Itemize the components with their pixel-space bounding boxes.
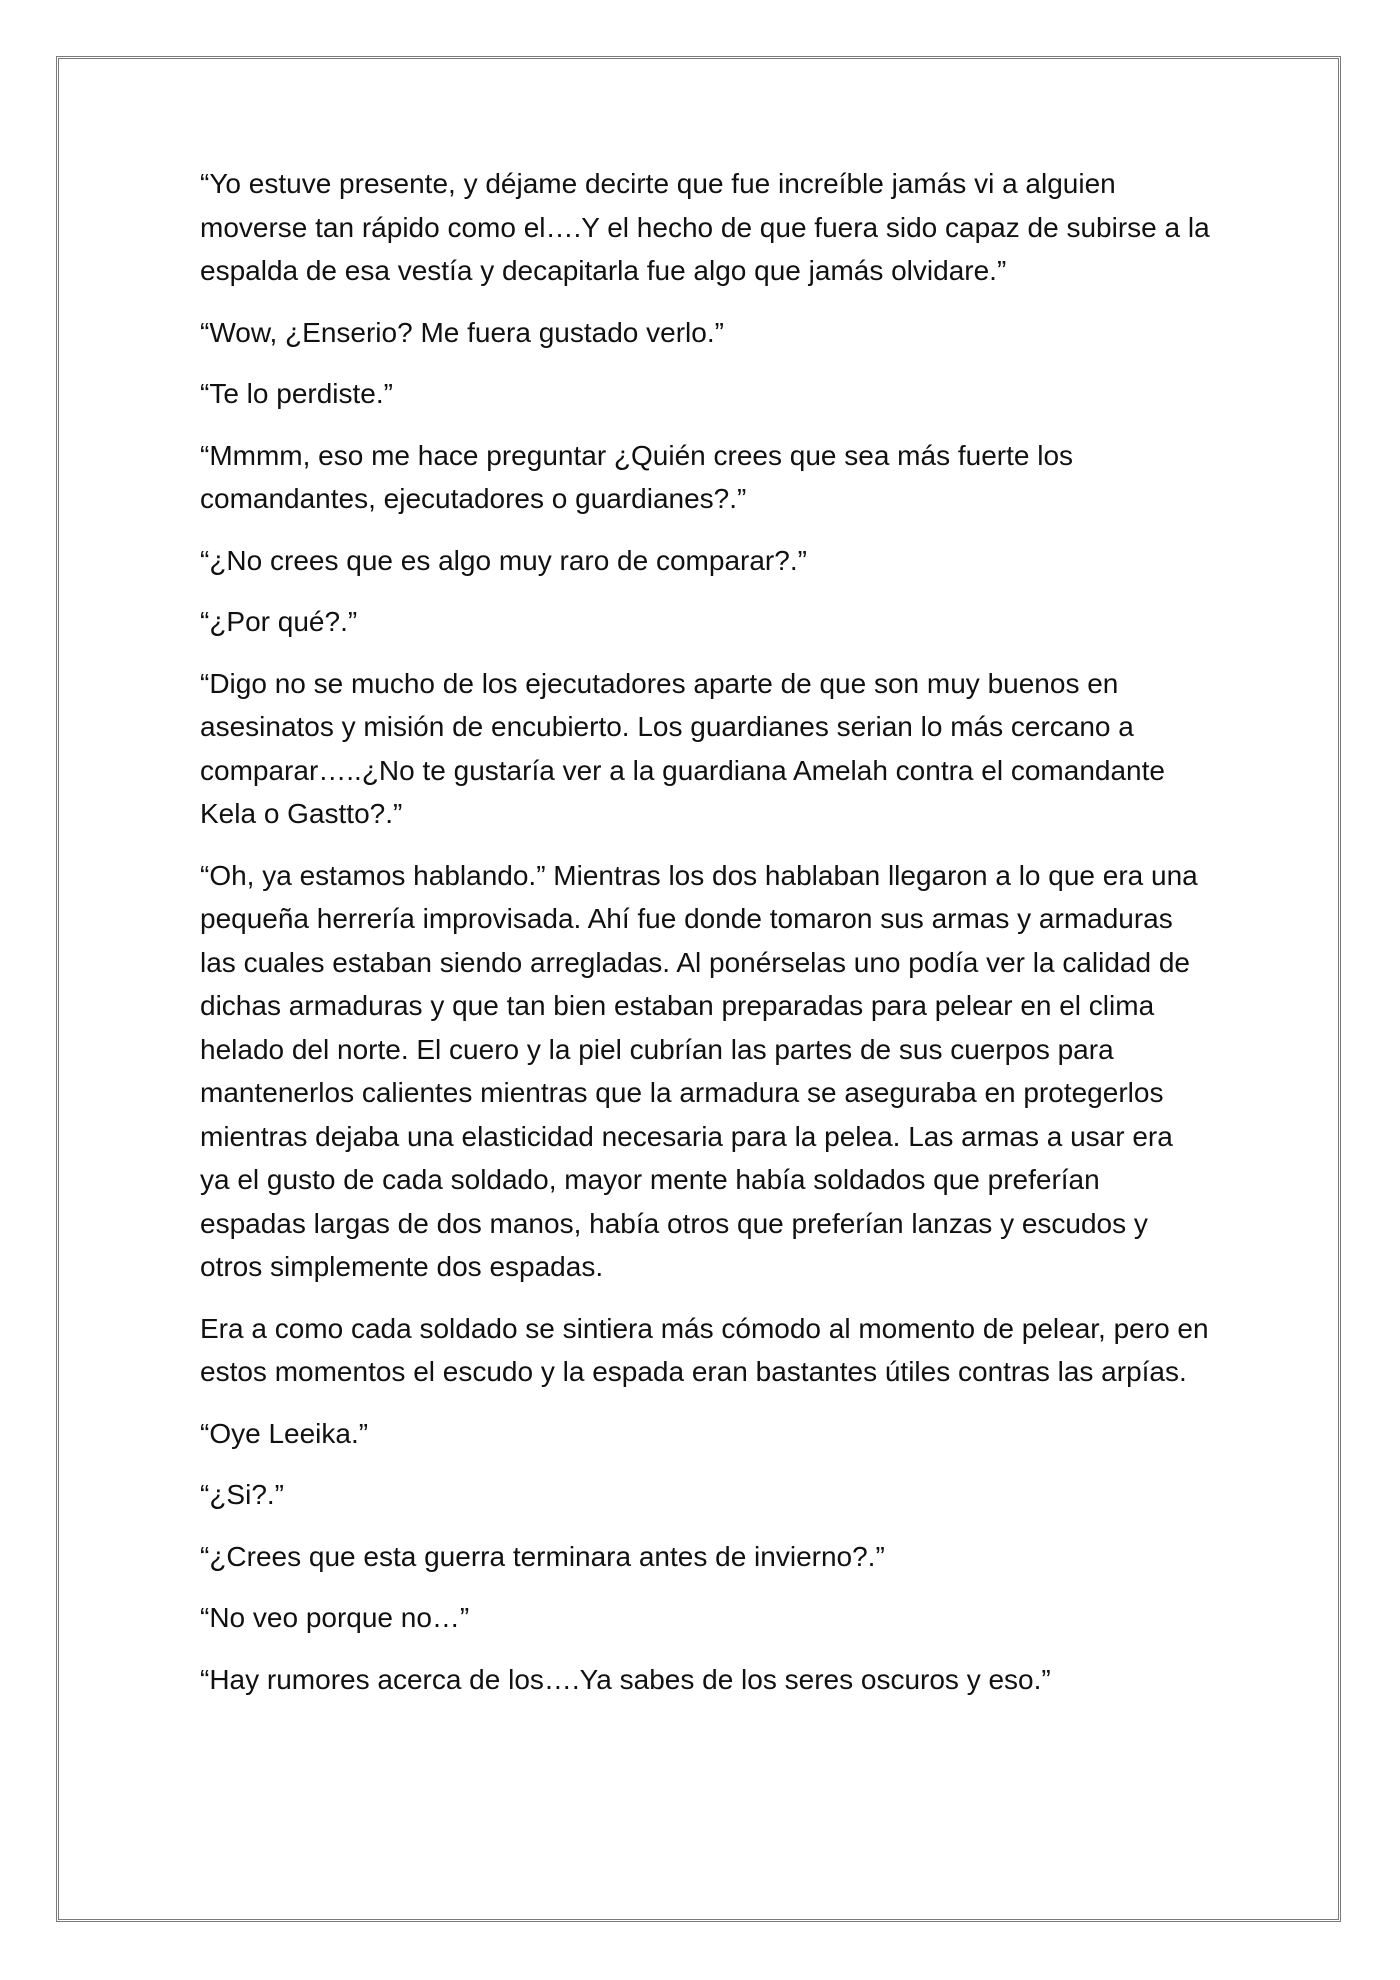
document-body — [200, 162, 1210, 1719]
paragraph-13: “No veo porque no…” — [200, 1602, 470, 1633]
paragraph-14: “Hay rumores acerca de los….Ya sabes de los seres oscuros y eso.” — [200, 1663, 1051, 1695]
paragraph-10: “Oye Leeika.” — [200, 1417, 369, 1449]
paragraph-1: “Yo estuve presente, y déjame decirte que fue increíble jamás vi a alguien moverse tan rápido como el….Y el hecho de que fuera sido capaz de subirse a la espalda de esa vestía y decapitarla fue algo que jamás olvidare.” — [200, 168, 1210, 286]
paragraph-2: “Wow, ¿Enserio? Me fuera gustado verlo.” — [200, 316, 724, 348]
paragraph-9: Era a como cada soldado se sintiera más cómodo al momento de pelear, pero en estos momentos el escudo y la espada eran bastantes útiles contras las arpías. — [200, 1312, 1209, 1387]
paragraph-6: “¿Por qué?.” — [200, 606, 358, 637]
paragraph-3: “Te lo perdiste.” — [200, 378, 393, 409]
paragraph-11: “¿Si?.” — [200, 1479, 284, 1510]
paragraph-7: “Digo no se mucho de los ejecutadores aparte de que son muy buenos en asesinatos y misión de encubierto. Los guardianes serian lo más cercano a comparar…..¿No te gustaría ver a la guardiana Amelah contra el comandante Kela o Gastto?.” — [200, 667, 1165, 829]
paragraph-8: “Oh, ya estamos hablando.” Mientras los dos hablaban llegaron a lo que era una pequeña herrería improvisada. Ahí fue donde tomaron sus armas y armaduras las cuales estaban siendo arregladas. Al ponérselas uno podía ver la calidad de dichas armaduras y que tan bien estaban preparadas para pelear en el clima helado del norte. El cuero y la piel cubrían las partes de sus cuerpos para mantenerlos calientes mientras que la armadura se aseguraba en protegerlos mientras dejaba una elasticidad necesaria para la pelea. Las armas a usar era ya el gusto de cada soldado, mayor mente había soldados que preferían espadas largas de dos manos, había otros que preferían lanzas y escudos y otros simplemente dos espadas. — [200, 859, 1198, 1282]
paragraph-5: “¿No crees que es algo muy raro de comparar?.” — [200, 544, 807, 576]
paragraph-4: “Mmmm, eso me hace preguntar ¿Quién crees que sea más fuerte los comandantes, ejecutadores o guardianes?.” — [200, 439, 1074, 514]
paragraph-12: “¿Crees que esta guerra terminara antes de invierno?.” — [200, 1540, 885, 1572]
